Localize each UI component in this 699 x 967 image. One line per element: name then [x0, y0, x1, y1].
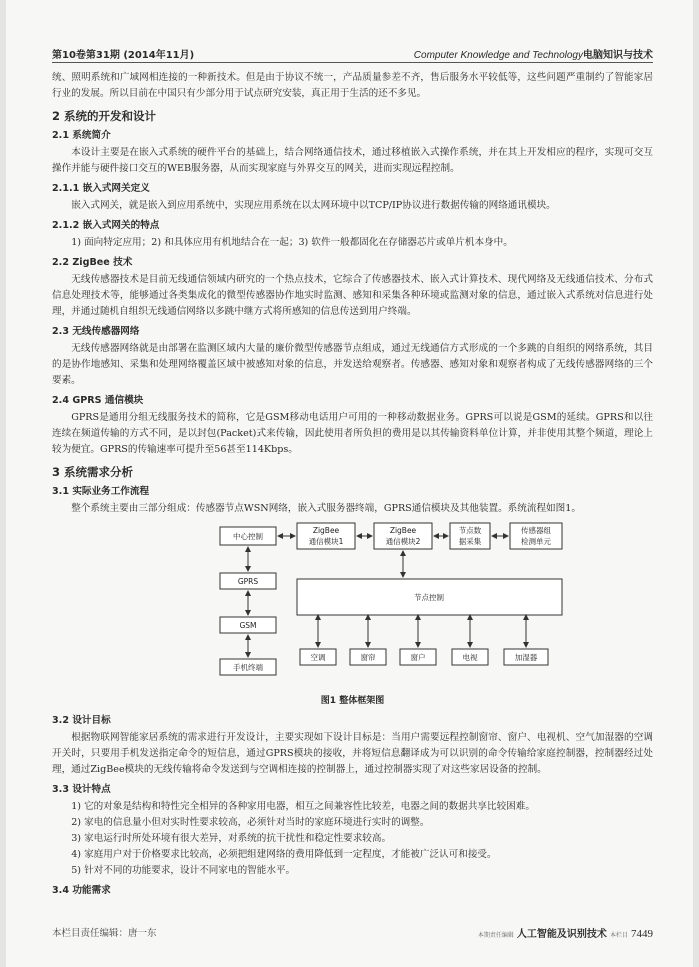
feature-list: [52, 799, 653, 879]
sensor-label: 传感器组: [521, 526, 551, 535]
list-item: 4) 家庭用户对于价格要求比较高，必须把组建网络的费用降低到一定程度，才能被广泛认可和接受。: [71, 849, 497, 860]
phone-terminal-label: 手机终端: [233, 663, 263, 672]
framework-diagram: [52, 521, 665, 691]
node-data-sublabel: 据采集: [458, 537, 482, 546]
zigbee-2-sublabel: 通信模块2: [385, 537, 421, 546]
paragraph: 1) 面向特定应用；2) 和具体应用有机地结合在一起；3) 软件一般都固化在存储器芯片或单片机本身中。: [71, 237, 513, 248]
device-humidifier-label: 加湿器: [514, 653, 538, 662]
journal-name: [414, 46, 653, 61]
subsection-heading: 3.2 设计目标: [52, 715, 111, 726]
list-item: 2) 家电的信息量小但对实时性要求较高，必须针对当时的家庭环境进行实时的调整。: [71, 817, 430, 828]
footer-small-text: 本期责任编辑: [477, 932, 514, 939]
running-footer: [52, 925, 653, 941]
section-heading: 3 系统需求分析: [52, 465, 134, 479]
subsection-heading: 2.4 GPRS 通信模块: [52, 395, 144, 406]
page-number: 7449: [631, 928, 653, 940]
list-item: 3) 家电运行时所处环境有很大差异，对系统的抗干扰性和稳定性要求较高。: [71, 833, 392, 844]
device-tv-label: 电视: [462, 653, 478, 662]
journal-name-en: Computer Knowledge and Technology: [413, 50, 583, 61]
paragraph: 本设计主要是在嵌入式系统的硬件平台的基础上，结合网络通信技术，通过移植嵌入式操作系统，并在其上开发相应的程序，实现可交互操作并能与硬件接口交互的WEB服务器，从而实现家庭与外界交互的网关，进而实现远程控制。: [52, 147, 653, 174]
device-ac-label: 空调: [310, 653, 326, 662]
subsection-heading: 3.3 设计特点: [52, 784, 111, 795]
subsection-heading: 2.3 无线传感器网络: [52, 326, 140, 337]
subsection-heading: 3.1 实际业务工作流程: [52, 486, 150, 497]
subsection-heading: 2.1 系统简介: [52, 130, 111, 141]
editor-credit: 本栏目责任编辑：唐一东: [52, 928, 157, 939]
sensor-sublabel: 检测单元: [521, 537, 551, 546]
figure-1-diagram: [52, 521, 665, 691]
paragraph: 无线传感器技术是目前无线通信领域内研究的一个热点技术，它综合了传感器技术、嵌入式计算技术、现代网络及无线通信技术、分布式信息处理技术等，能够通过各类集成化的微型传感器协作地实时监测、感知和采集各种环境或监测对象的信息，通过嵌入式系统对信息进行处理，并通过随机自组织无线通信网络以多跳中继方式将所感知的信息传送到用户终端。: [52, 274, 653, 317]
journal-issue: 第10卷第31期 (2014年11月): [52, 50, 195, 61]
list-item: 1) 它的对象是结构和特性完全相异的各种家用电器，相互之间兼容性比较差，电器之间的数据共享比较困难。: [71, 801, 535, 812]
zigbee-1-sublabel: 通信模块1: [308, 537, 344, 546]
article-body: [52, 70, 653, 900]
footer-column-info: [478, 925, 653, 940]
subsection-heading: 2.2 ZigBee 技术: [52, 257, 133, 268]
list-item: 5) 针对不同的功能要求，设计不同家电的智能水平。: [71, 865, 296, 876]
column-name: 人工智能及识别技术: [516, 929, 607, 940]
center-control-label: 中心控制: [233, 532, 263, 541]
section-heading: 2 系统的开发和设计: [52, 109, 157, 123]
subsection-heading: 3.4 功能需求: [52, 885, 111, 896]
device-curtain-label: 窗帘: [360, 653, 376, 662]
node-control-label: 节点控制: [414, 593, 444, 602]
running-header: [52, 44, 653, 63]
footer-small-text-2: 本栏目: [609, 932, 628, 939]
gprs-label: GPRS: [237, 577, 259, 586]
paragraph: 统、照明系统和广域网相连接的一种新技术。但是由于协议不统一，产品质量参差不齐，售后服务水平较低等，这些问题严重制约了智能家居行业的发展。所以目前在中国只有少部分用于试点研究安装，真正用于生活的还不多见。: [52, 72, 653, 99]
journal-name-cn: 电脑知识与技术: [583, 50, 653, 61]
zigbee-1-label: ZigBee: [312, 526, 340, 535]
subsection-heading: 2.1.2 嵌入式网关的特点: [52, 220, 160, 231]
paragraph: GPRS是通用分组无线服务技术的简称，它是GSM移动电话用户可用的一种移动数据业务。GPRS可以说是GSM的延续。GPRS和以往连续在频道传输的方式不同，是以封包(Packet)式来传输，因此使用者所负担的费用是以其传输资料单位计算，并非使用其整个频道，理论上较为便宜。GPRS的传输速率可提升至56甚至114Kbps。: [52, 412, 653, 455]
paragraph: 嵌入式网关，就是嵌入到应用系统中，实现应用系统在以太网环境中以TCP/IP协议进行数据传输的网络通讯模块。: [71, 200, 556, 211]
gsm-label: GSM: [239, 621, 257, 630]
zigbee-2-label: ZigBee: [389, 526, 417, 535]
paragraph: 无线传感器网络就是由部署在监测区域内大量的廉价微型传感器节点组成，通过无线通信方式形成的一个多跳的自组织的网络系统，其目的是协作地感知、采集和处理网络覆盖区域中被感知对象的信息，并发送给观察者。传感器、感知对象和观察者构成了无线传感器网络的三个要素。: [52, 343, 653, 386]
figure-caption: 图1 整体框架图: [320, 696, 385, 706]
node-data-label: 节点数: [458, 526, 482, 535]
paragraph: 整个系统主要由三部分组成：传感器节点WSN网络，嵌入式服务器终端，GPRS通信模块及其他装置。系统流程如图1。: [71, 503, 581, 514]
paragraph: 根据物联网智能家居系统的需求进行开发设计，主要实现如下设计目标是：当用户需要远程控制窗帘、窗户、电视机、空气加湿器的空调开关时，只要用手机发送指定命令的短信息，通过GPRS模块的接收，并将短信息翻译成为可以识别的命令传输给家庭控制器，控制器经过处理，通过ZigBee模块的无线传输将命令发送到与空调相连接的控制器上，通过控制器实现了对这些家居设备的控制。: [52, 732, 653, 775]
subsection-heading: 2.1.1 嵌入式网关定义: [52, 183, 150, 194]
device-window-label: 窗户: [410, 653, 426, 662]
